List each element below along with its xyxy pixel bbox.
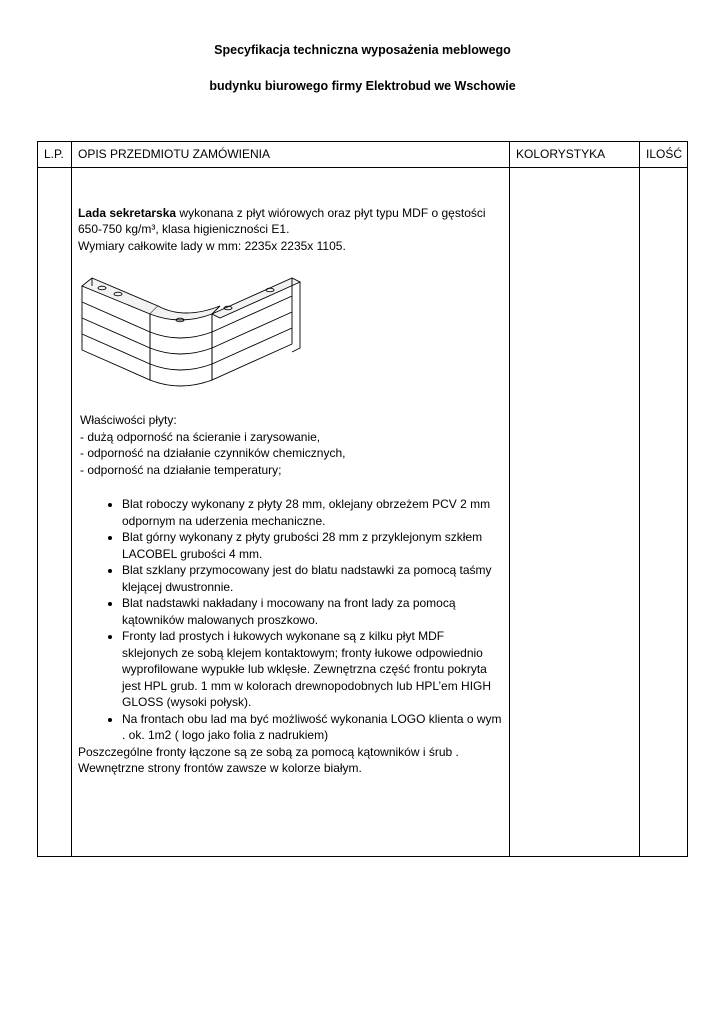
feature-item: • Blat roboczy wykonany z płyty 28 mm, oklejany obrzeżem PCV 2 mm odpornym na uderzenia mechaniczne. [122,496,503,529]
properties-heading: Właściwości płyty: [80,413,177,427]
closing-line: Wewnętrzne strony frontów zawsze w kolorze białym. [78,761,362,775]
feature-item: • Blat szklany przymocowany jest do blatu nadstawki za pomocą taśmy klejącej dwustronnie. [122,562,503,595]
item-intro-text: wykonana z płyt wiórowych oraz płyt typu MDF o gęstości 650-750 kg/m³, klasa higieniczności E1. [78,205,486,236]
header-description: OPIS PRZEDMIOTU ZAMÓWIENIA [72,142,510,168]
feature-item: • Fronty lad prostych i łukowych wykonane są z kilku płyt MDF sklejonych ze sobą klejem kontaktowym; fronty łukowe odpowiednio wyprofilowane wypukłe lub wklęsłe. Zewnętrzna część frontu pokryta jest HPL grub. 1 mm w kolorach drewnopodobnych lub HPL’em HIGH GLOSS (wysoki połysk). [122,628,503,711]
document-title: Specyfikacja techniczna wyposażenia meblowego [214,43,511,57]
feature-item: • Blat nadstawki nakładany i mocowany na front lady za pomocą kątowników malowanych proszkowo. [122,595,503,628]
document-subtitle: budynku biurowego firmy Elektrobud we Wschowie [209,79,516,93]
cell-quantity [640,167,688,857]
cell-lp [38,167,72,857]
feature-item: • Na frontach obu lad ma być możliwość wykonania LOGO klienta o wym . ok. 1m2 ( logo jako folia z nadrukiem) [122,711,503,744]
property-item: - odporność na działanie czynników chemicznych, [80,446,346,460]
closing-line: Poszczególne fronty łączone są ze sobą za pomocą kątowników i śrub . [78,744,459,759]
table-row [38,167,688,857]
features-list [78,496,503,744]
item-intro [78,205,503,238]
property-item: - dużą odporność na ścieranie i zarysowanie, [80,429,321,444]
header-quantity: ILOŚĆ [640,142,688,168]
item-dimensions: Wymiary całkowite lady w mm: 2235x 2235x 1105. [78,238,346,253]
closing-text [78,744,503,777]
cell-color [510,167,640,857]
table-header-row [38,142,688,168]
feature-item: • Blat górny wykonany z płyty grubości 28 mm z przyklejonym szkłem LACOBEL grubości 4 mm. [122,529,503,562]
header-lp: L.P. [38,142,72,168]
property-item: - odporność na działanie temperatury; [80,462,282,477]
header-color: KOLORYSTYKA [510,142,640,168]
reception-desk-drawing [80,268,302,390]
properties-block [78,412,503,478]
specification-table [37,141,688,857]
cell-description [72,167,510,857]
item-name: Lada sekretarska [78,205,177,220]
